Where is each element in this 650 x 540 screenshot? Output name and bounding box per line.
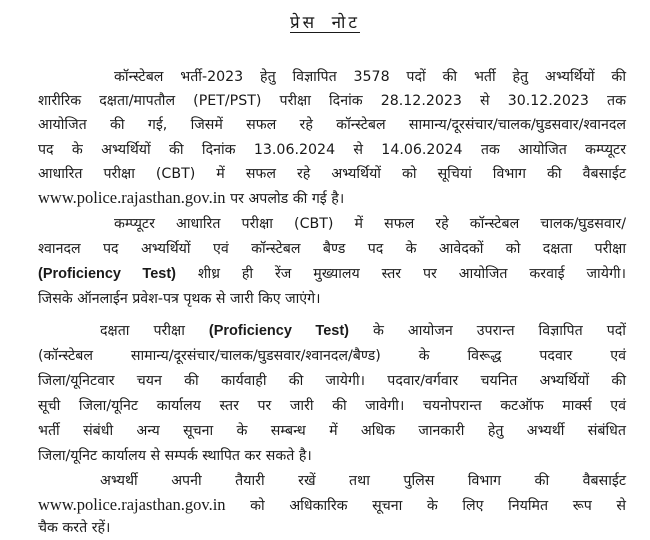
paragraph-1-line-6 (38, 188, 626, 209)
url-line-text: को अधिकारिक सूचना के लिए नियमित रूप से (225, 498, 626, 514)
paragraph-4-line-2 (38, 495, 626, 516)
bold-line-text: शीध्र ही रेंज मुख्यालय स्तर पर आयोजित करवाई जायेगी। (176, 266, 626, 282)
paragraph-1-line-4: पद के अभ्यर्थियों की दिनांक 13.06.2024 से 14.06.2024 तक आयोजित कम्प्यूटर (38, 142, 626, 158)
paragraph-2-line-1: कम्प्यूटर आधारित परीक्षा (CBT) में सफल रहे कॉन्स्टेबल चालक/घुडसवार/ (114, 216, 626, 232)
paragraph-1-line-5: आधारित परीक्षा (CBT) में सफल रहे अभ्यर्थियों को सूचियां विभाग की वैबसाईट (38, 166, 626, 182)
first-line-before: दक्षता परीक्षा (100, 323, 209, 339)
proficiency-test-term: (Proficiency Test) (38, 266, 176, 282)
paragraph-2-line-3 (38, 264, 626, 284)
paragraph-3-line-3: जिला/यूनिटवार चयन की कार्यवाही की जायेगी। पदवार/वर्गवार चयनित अभ्यर्थियों की (38, 373, 626, 389)
paragraph-1-line-1: कॉन्स्टेबल भर्ती-2023 हेतु विज्ञापित 3578 पदों की भर्ती हेतु अभ्यर्थियों की (114, 69, 626, 85)
paragraph-1-line-2: शारीरिक दक्षता/मापतौल (PET/PST) परीक्षा दिनांक 28.12.2023 से 30.12.2023 तक (38, 93, 626, 109)
paragraph-3-line-6: जिला/यूनिट कार्यालय से सम्पर्क स्थापित कर सकते है। (38, 448, 312, 464)
paragraph-3-line-2: (कॉन्स्टेबल सामान्य/दूरसंचार/चालक/घुडसवार/श्वानदल/बैण्ड) के विरूद्ध पदवार एवं (38, 348, 626, 364)
first-line-after: के आयोजन उपरान्त विज्ञापित पदों (349, 323, 626, 339)
paragraph-4-line-3: चैक करते रहें। (38, 520, 111, 536)
paragraph-1-line-3: आयोजित की गई, जिसमें सफल रहे कॉन्स्टेबल सामान्य/दूरसंचार/चालक/घुडसवार/श्वानदल (38, 117, 626, 133)
paragraph-4-line-1: अभ्यर्थी अपनी तैयारी रखें तथा पुलिस विभाग की वैबसाईट (100, 473, 626, 489)
proficiency-test-term: (Proficiency Test) (208, 323, 349, 339)
website-url: www.police.rajasthan.gov.in (38, 188, 226, 207)
url-line-text: पर अपलोड की गई है। (225, 191, 345, 207)
website-url: www.police.rajasthan.gov.in (38, 495, 226, 514)
paragraph-2-line-4: जिसके ऑनलाईन प्रवेश-पत्र पृथक से जारी किए जाएंगे। (38, 291, 321, 307)
paragraph-2-line-2: श्वानदल पद अभ्यर्थियों एवं कॉन्स्टेबल बैण्ड पद के आवेदकों को दक्षता परीक्षा (38, 241, 626, 257)
paragraph-3-line-1 (100, 321, 626, 341)
paragraph-3-line-4: सूची जिला/यूनिट कार्यालय स्तर पर जारी की जावेगी। चयनोपरान्त कटऑफ मार्क्स एवं (38, 398, 626, 414)
page-title: प्रेस नोट (290, 13, 360, 33)
paragraph-3-line-5: भर्ती संबंधी अन्य सूचना के सम्बन्ध में अधिक जानकारी हेतु अभ्यर्थी संबंधित (38, 423, 626, 439)
